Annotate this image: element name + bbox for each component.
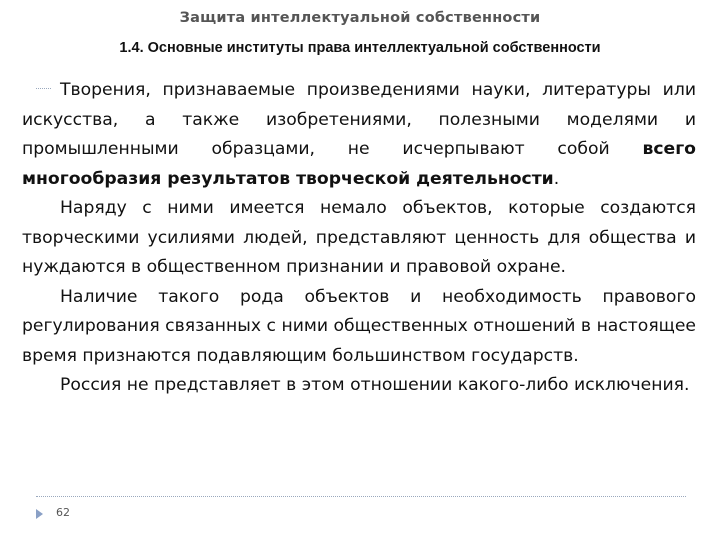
header-title: Защита интеллектуальной собственности: [179, 10, 541, 26]
paragraph-2: Наряду с ними имеется немало объектов, которые создаются творческими усилиями людей, представляют ценность для общества и нуждаются в общественном признании и правовой охране.: [22, 198, 696, 277]
paragraph-1-text: Творения, признаваемые произведениями науки, литературы или искусства, а также изобретениями, полезными моделями и промышленными образцами, не исчерпывают собой: [22, 80, 696, 159]
paragraph-1-emphasis: всего многообразия результатов творческой деятельности: [22, 139, 696, 189]
bottom-divider: [36, 496, 686, 497]
paragraph-4: Россия не представляет в этом отношении какого-либо исключения.: [60, 375, 690, 395]
paragraph-1-end: .: [553, 168, 560, 189]
paragraph-3: Наличие такого рода объектов и необходимость правового регулирования связанных с ними общественных отношений в настоящее время признаются подавляющим большинством государств.: [22, 286, 696, 366]
page-number: 62: [56, 506, 70, 519]
paragraph-1: [22, 76, 696, 194]
slide-content: [22, 76, 696, 401]
section-title: 1.4. Основные институты права интеллектуальной собственности: [119, 40, 601, 56]
triangle-bullet-icon: [36, 509, 43, 519]
